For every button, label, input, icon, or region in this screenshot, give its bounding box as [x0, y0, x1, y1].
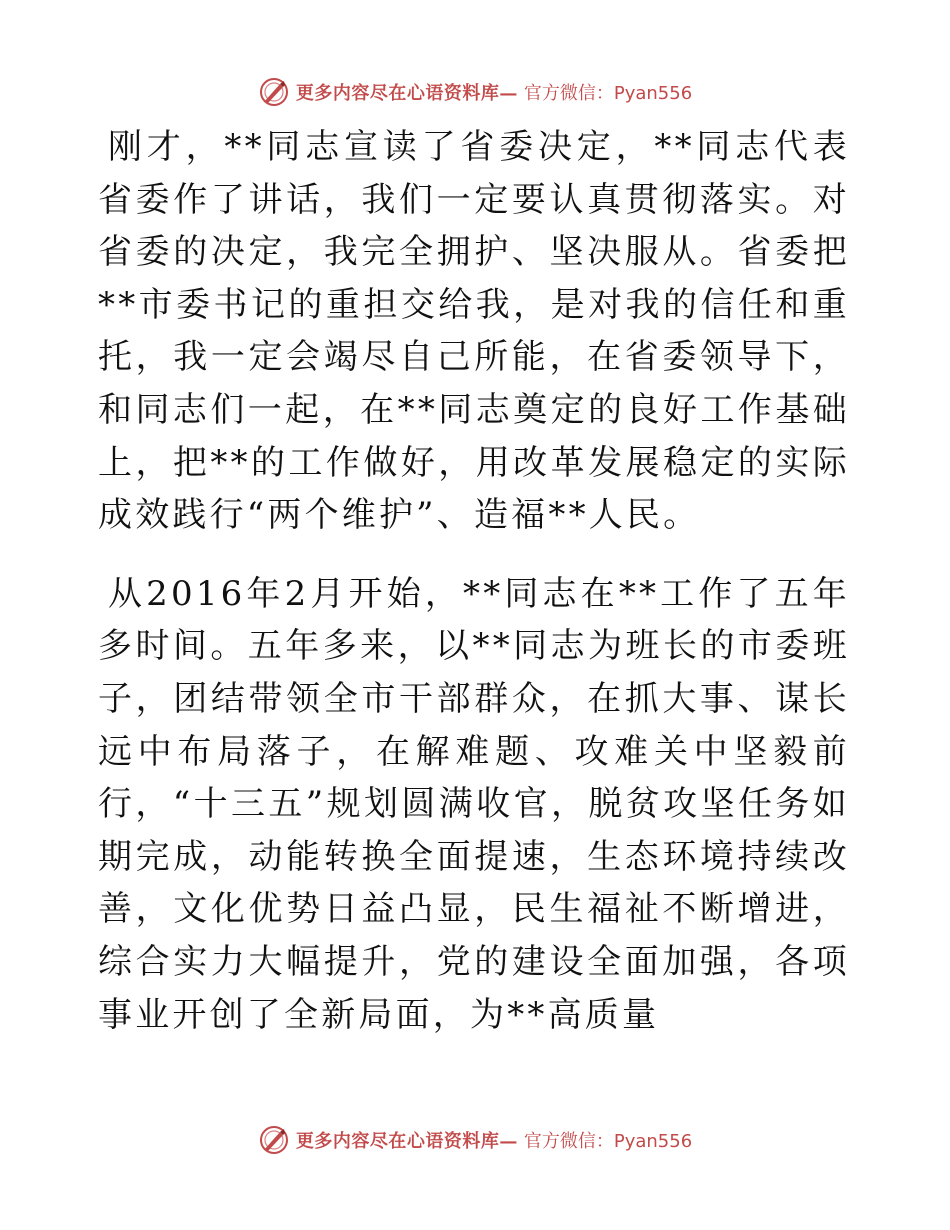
- quill-logo-icon: [258, 1124, 290, 1156]
- footer-watermark-banner: [0, 1120, 950, 1160]
- paragraph-2: 从2016年2月开始，**同志在**工作了五年多时间。五年多来，以**同志为班长的市委班子，团结带领全市干部群众，在抓大事、谋长远中布局落子，在解难题、攻难关中坚毅前行，“十三五”规划圆满收官，脱贫攻坚任务如期完成，动能转换全面提速，生态环境持续改善，文化优势日益凸显，民生福祉不断增进，综合实力大幅提升，党的建设全面加强，各项事业开创了全新局面，为**高质量: [98, 573, 850, 1035]
- banner-site-text: 更多内容尽在心语资料库—: [295, 1131, 518, 1152]
- banner-contact-text: 官方微信：Pyan556: [523, 83, 693, 104]
- header-watermark-banner: [0, 72, 950, 112]
- document-body: [98, 121, 850, 1041]
- banner-contact-text: 官方微信：Pyan556: [523, 1131, 693, 1152]
- paragraph-1: 刚才，**同志宣读了省委决定，**同志代表省委作了讲话，我们一定要认真贯彻落实。对省委的决定，我完全拥护、坚决服从。省委把**市委书记的重担交给我，是对我的信任和重托，我一定会竭尽自己所能，在省委领导下，和同志们一起，在**同志奠定的良好工作基础上，把**的工作做好，用改革发展稳定的实际成效践行“两个维护”、造福**人民。: [98, 127, 850, 536]
- banner-site-text: 更多内容尽在心语资料库—: [295, 83, 518, 104]
- quill-logo-icon: [258, 76, 290, 108]
